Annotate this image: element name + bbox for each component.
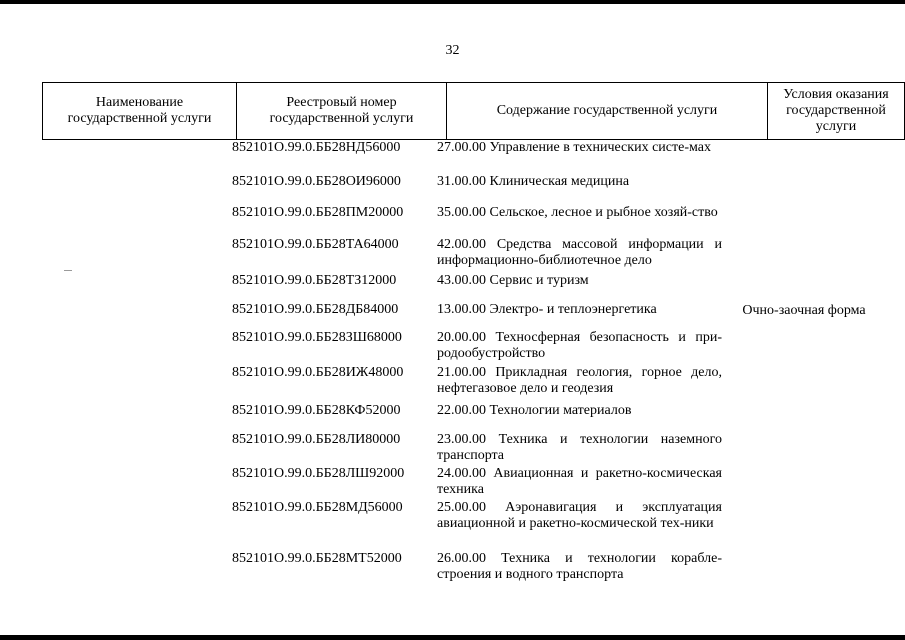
registry-number: 852101О.99.0.ББ28ЛШ92000 — [232, 466, 405, 481]
specialty: 27.00.00 Управление в технических систе-мах — [437, 140, 711, 155]
registry-number: 852101О.99.0.ББ28ТА64000 — [232, 237, 399, 252]
specialty: 43.00.00 Сервис и туризм — [437, 273, 589, 288]
registry-number: 852101О.99.0.ББ28МД56000 — [232, 500, 403, 515]
delivery-form: Очно-заочная форма — [742, 303, 866, 318]
specialty: 26.00.00 Техника и технологии корабле-строения и водного транспорта — [437, 551, 722, 582]
specialty: 20.00.00 Техносферная безопасность и при-родообустройство — [437, 330, 722, 361]
specialty: 35.00.00 Сельское, лесное и рыбное хозяй-ство — [437, 205, 718, 220]
registry-number: 852101О.99.0.ББ28КФ52000 — [232, 403, 401, 418]
registry-number: 852101О.99.0.ББ28ИЖ48000 — [232, 365, 404, 380]
registry-number: 852101О.99.0.ББ28МТ52000 — [232, 551, 402, 566]
specialty: 25.00.00 Аэронавигация и эксплуатация авиационной и ракетно-космической тех-ники — [437, 500, 722, 531]
specialty: 24.00.00 Авиационная и ракетно-космическая техника — [437, 466, 722, 497]
header-registry-number: Реестровый номер государственной услуги — [237, 83, 447, 140]
registry-number: 852101О.99.0.ББ28ЗШ68000 — [232, 330, 402, 345]
registry-number: 852101О.99.0.ББ28ЛИ80000 — [232, 432, 401, 447]
specialty: 31.00.00 Клиническая медицина — [437, 174, 630, 189]
bottom-border — [0, 635, 905, 640]
registry-number: 852101О.99.0.ББ28ДБ84000 — [232, 302, 399, 317]
specialty: 13.00.00 Электро- и теплоэнергетика — [437, 302, 657, 317]
header-service-content: Содержание государственной услуги — [447, 83, 768, 140]
specialty: 21.00.00 Прикладная геология, горное дело, нефтегазовое дело и геодезия — [437, 365, 722, 396]
page-number: 32 — [445, 43, 460, 58]
header-service-name: Наименование государственной услуги — [43, 83, 237, 140]
registry-number: 852101О.99.0.ББ28НД56000 — [232, 140, 401, 155]
specialty: 23.00.00 Техника и технологии наземного транспорта — [437, 432, 722, 463]
specialty: 42.00.00 Средства массовой информации и информационно-библиотечное дело — [437, 237, 722, 268]
specialty: 22.00.00 Технологии материалов — [437, 403, 632, 418]
registry-number: 852101О.99.0.ББ28ТЗ12000 — [232, 273, 397, 288]
header-conditions: Условия оказания государственной услуги — [768, 83, 905, 140]
registry-number: 852101О.99.0.ББ28ОИ96000 — [232, 174, 401, 189]
registry-number: 852101О.99.0.ББ28ПМ20000 — [232, 205, 404, 220]
